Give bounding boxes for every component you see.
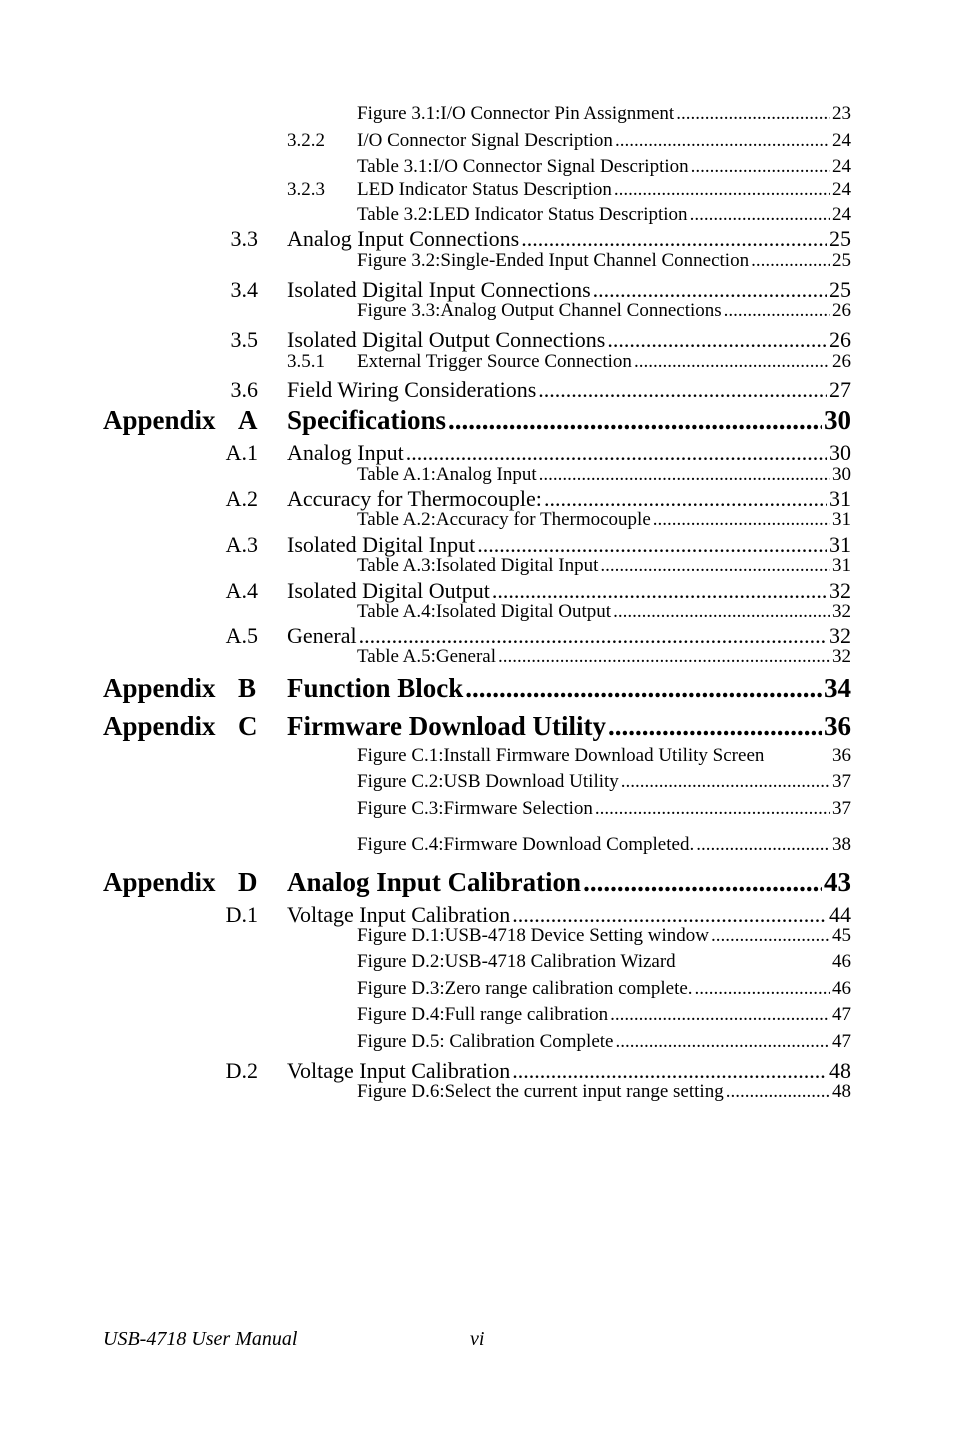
entry-page-number: 25 [832, 250, 851, 271]
entry-page-number: 32 [832, 601, 851, 622]
section-number: A.3 [225, 532, 258, 557]
entry-title: Figure D.5: Calibration Complete [357, 1031, 614, 1052]
entry-page-number: 31 [829, 532, 851, 557]
dot-leader [600, 555, 830, 577]
dot-leader [448, 405, 822, 436]
dot-leader [614, 179, 830, 201]
dot-leader [595, 798, 830, 820]
toc-figure-entry[interactable] [357, 103, 851, 125]
toc-figure-entry[interactable] [357, 646, 851, 668]
entry-title: Table A.4:Isolated Digital Output [357, 601, 612, 622]
toc-figure-entry[interactable] [357, 464, 851, 486]
toc-figure-entry[interactable] [357, 509, 851, 531]
entry-page-number: 24 [832, 179, 851, 200]
entry-title: Table A.3:Isolated Digital Input [357, 555, 599, 576]
entry-title: Figure C.2:USB Download Utility [357, 771, 619, 792]
subsection-number: 3.2.3 [287, 179, 325, 200]
toc-figure-entry[interactable] [357, 250, 851, 272]
entry-title: Voltage Input Calibration [287, 902, 511, 927]
dot-leader [610, 1004, 830, 1026]
entry-page-number: 48 [829, 1058, 851, 1083]
dot-leader [539, 464, 830, 486]
entry-page-number: 45 [832, 925, 851, 946]
appendix-letter: A [238, 405, 258, 435]
dot-leader [465, 673, 822, 704]
dot-leader [676, 103, 830, 125]
dot-leader [691, 156, 830, 178]
entry-page-number: 26 [832, 300, 851, 321]
entry-title: Accuracy for Thermocouple: [287, 486, 542, 511]
section-number: D.1 [225, 902, 258, 927]
entry-page-number: 32 [832, 646, 851, 667]
entry-page-number: 24 [832, 204, 851, 225]
entry-page-number: 30 [824, 405, 851, 435]
toc-figure-entry[interactable] [357, 745, 851, 767]
entry-title: Figure 3.3:Analog Output Channel Connections [357, 300, 722, 321]
entry-title: Figure 3.2:Single-Ended Input Channel Connection [357, 250, 750, 271]
dot-leader [621, 771, 830, 793]
footer-page-number: vi [470, 1328, 485, 1350]
toc-figure-entry[interactable] [357, 1031, 851, 1053]
appendix-word: Appendix [103, 867, 216, 897]
appendix-word: Appendix [103, 711, 216, 741]
entry-page-number: 32 [829, 623, 851, 648]
toc-appendix-entry[interactable] [287, 711, 851, 742]
entry-page-number: 30 [829, 440, 851, 465]
appendix-label [103, 673, 257, 704]
entry-title: Analog Input Connections [287, 226, 520, 251]
dot-leader [583, 867, 822, 898]
entry-title: Specifications [287, 405, 446, 435]
toc-subsection-entry[interactable] [357, 130, 851, 152]
toc-figure-entry[interactable] [357, 204, 851, 226]
toc-figure-entry[interactable] [357, 771, 851, 793]
entry-title: General [287, 623, 357, 648]
dot-leader [696, 834, 830, 856]
entry-page-number: 25 [829, 277, 851, 302]
toc-section-entry[interactable] [287, 440, 851, 466]
toc-appendix-entry[interactable] [287, 867, 851, 898]
entry-title: Firmware Download Utility [287, 711, 606, 741]
dot-leader [724, 300, 830, 322]
entry-title: Figure C.4:Firmware Download Completed. [357, 834, 695, 855]
entry-title: Figure C.1:Install Firmware Download Utility Screen [357, 745, 765, 766]
toc-figure-entry[interactable] [357, 978, 851, 1000]
dot-leader [615, 130, 830, 152]
entry-page-number: 32 [829, 578, 851, 603]
entry-title: Figure D.6:Select the current input range setting [357, 1081, 724, 1102]
toc-figure-entry[interactable] [357, 798, 851, 820]
entry-title: Table A.5:General [357, 646, 497, 667]
section-number: 3.4 [230, 277, 258, 302]
entry-page-number: 26 [832, 351, 851, 372]
section-number: A.2 [225, 486, 258, 511]
entry-page-number: 46 [832, 951, 851, 972]
entry-title: Figure D.1:USB-4718 Device Setting window [357, 925, 710, 946]
appendix-letter: B [238, 673, 257, 703]
dot-leader [751, 250, 830, 272]
entry-title: Field Wiring Considerations [287, 377, 537, 402]
entry-title: Figure 3.1:I/O Connector Pin Assignment [357, 103, 675, 124]
entry-page-number: 24 [832, 156, 851, 177]
entry-page-number: 47 [832, 1031, 851, 1052]
footer-manual-title: USB-4718 User Manual [103, 1328, 298, 1350]
appendix-label [103, 711, 258, 742]
dot-leader [615, 1031, 830, 1053]
dot-leader [653, 509, 830, 531]
toc-figure-entry[interactable] [357, 834, 851, 856]
section-number: A.1 [225, 440, 258, 465]
entry-title: Figure C.3:Firmware Selection [357, 798, 593, 819]
toc-figure-entry[interactable] [357, 156, 851, 178]
subsection-number: 3.5.1 [287, 351, 325, 372]
toc-subsection-entry[interactable] [357, 351, 851, 373]
entry-page-number: 37 [832, 798, 851, 819]
entry-title: LED Indicator Status Description [357, 179, 612, 200]
entry-page-number: 43 [824, 867, 851, 897]
entry-title: Function Block [287, 673, 464, 703]
toc-figure-entry[interactable] [357, 555, 851, 577]
entry-page-number: 26 [829, 327, 851, 352]
entry-page-number: 47 [832, 1004, 851, 1025]
entry-page-number: 31 [829, 486, 851, 511]
dot-leader [634, 351, 830, 373]
entry-title: Voltage Input Calibration [287, 1058, 511, 1083]
dot-leader [695, 978, 830, 1000]
entry-page-number: 44 [829, 902, 851, 927]
toc-appendix-entry[interactable] [287, 673, 851, 704]
appendix-word: Appendix [103, 673, 216, 703]
entry-title: Table A.2:Accuracy for Thermocouple [357, 509, 651, 530]
dot-leader [406, 440, 827, 466]
entry-page-number: 46 [832, 978, 851, 999]
dot-leader [613, 601, 830, 623]
section-number: 3.6 [230, 377, 258, 402]
entry-title: Table 3.1:I/O Connector Signal Description [357, 156, 689, 177]
entry-title: Analog Input Calibration [287, 867, 582, 897]
section-number: A.4 [225, 578, 258, 603]
entry-page-number: 38 [832, 834, 851, 855]
toc-section-entry[interactable] [287, 377, 851, 403]
entry-page-number: 25 [829, 226, 851, 251]
appendix-label [103, 867, 258, 898]
entry-page-number: 37 [832, 771, 851, 792]
toc-figure-entry[interactable] [357, 1004, 851, 1026]
dot-leader [521, 226, 827, 252]
entry-title: Analog Input [287, 440, 404, 465]
entry-page-number: 31 [832, 555, 851, 576]
entry-title: Table A.1:Analog Input [357, 464, 537, 485]
toc-figure-entry[interactable] [357, 951, 851, 973]
appendix-letter: C [238, 711, 258, 741]
entry-title: Figure D.2:USB-4718 Calibration Wizard [357, 951, 676, 972]
appendix-word: Appendix [103, 405, 216, 435]
entry-title: Isolated Digital Input Connections [287, 277, 591, 302]
dot-leader [608, 711, 822, 742]
entry-title: External Trigger Source Connection [357, 351, 632, 372]
toc-figure-entry[interactable] [357, 1081, 851, 1103]
appendix-letter: D [238, 867, 258, 897]
toc-subsection-entry[interactable] [357, 179, 851, 201]
entry-page-number: 48 [832, 1081, 851, 1102]
toc-figure-entry[interactable] [357, 601, 851, 623]
entry-page-number: 30 [832, 464, 851, 485]
entry-title: I/O Connector Signal Description [357, 130, 613, 151]
entry-page-number: 24 [832, 130, 851, 151]
dot-leader [711, 925, 830, 947]
subsection-number: 3.2.2 [287, 130, 325, 151]
entry-page-number: 36 [824, 711, 851, 741]
toc-appendix-entry[interactable] [287, 405, 851, 436]
entry-page-number: 27 [829, 377, 851, 402]
entry-title: Isolated Digital Output [287, 578, 490, 603]
section-number: 3.3 [230, 226, 258, 251]
entry-page-number: 34 [824, 673, 851, 703]
entry-page-number: 23 [832, 103, 851, 124]
section-number: 3.5 [230, 327, 258, 352]
dot-leader [538, 377, 827, 403]
toc-figure-entry[interactable] [357, 300, 851, 322]
dot-leader [690, 204, 830, 226]
entry-title: Figure D.4:Full range calibration [357, 1004, 609, 1025]
entry-title: Table 3.2:LED Indicator Status Description [357, 204, 688, 225]
entry-title: Isolated Digital Input [287, 532, 476, 557]
appendix-label [103, 405, 258, 436]
dot-leader [607, 327, 827, 353]
toc-section-entry[interactable] [287, 327, 851, 353]
dot-leader [498, 646, 830, 668]
toc-section-entry[interactable] [287, 226, 851, 252]
entry-page-number: 31 [832, 509, 851, 530]
entry-page-number: 36 [832, 745, 851, 766]
toc-figure-entry[interactable] [357, 925, 851, 947]
section-number: A.5 [225, 623, 258, 648]
entry-title: Isolated Digital Output Connections [287, 327, 606, 352]
section-number: D.2 [225, 1058, 258, 1083]
dot-leader [726, 1081, 830, 1103]
entry-title: Figure D.3:Zero range calibration complete. [357, 978, 693, 999]
